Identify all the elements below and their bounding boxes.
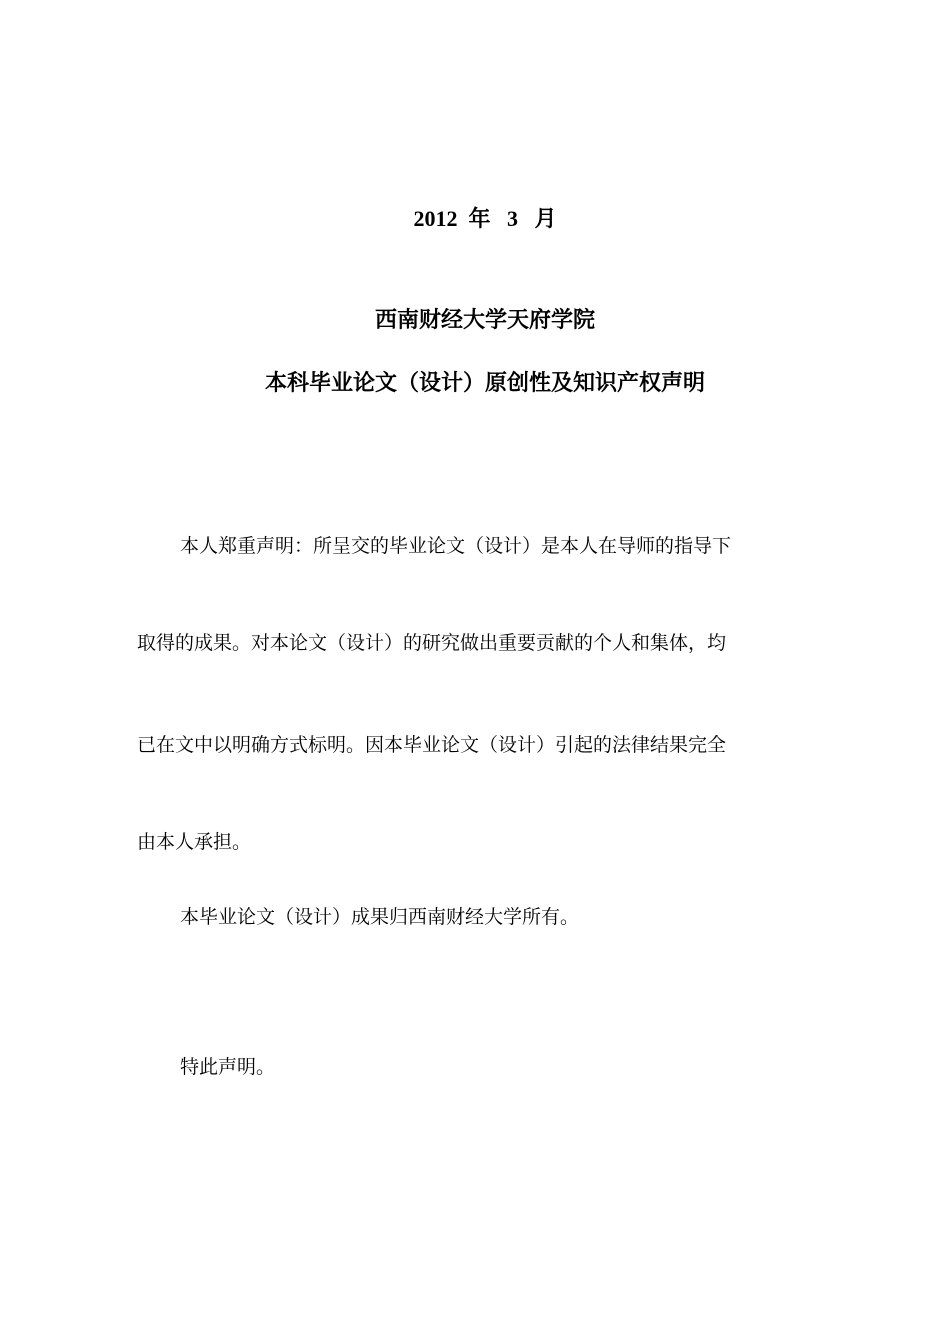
paragraph-1-line-4: 由本人承担。 [137,831,252,853]
closing-statement: 特此声明。 [180,1056,276,1078]
paragraph-1-line-2: 取得的成果。对本论文（设计）的研究做出重要贡献的个人和集体，均 [137,632,727,654]
paragraph-1-line-1: 本人郑重声明：所呈交的毕业论文（设计）是本人在导师的指导下 [180,535,732,557]
paragraph-1-line-3: 已在文中以明确方式标明。因本毕业论文（设计）引起的法律结果完全 [137,734,727,756]
institution-title: 西南财经大学天府学院 [374,308,595,333]
declaration-title: 本科毕业论文（设计）原创性及知识产权声明 [264,371,705,396]
ownership-paragraph: 本毕业论文（设计）成果归西南财经大学所有。 [180,906,580,928]
date-line: 2012 年 3 月 [413,206,557,231]
